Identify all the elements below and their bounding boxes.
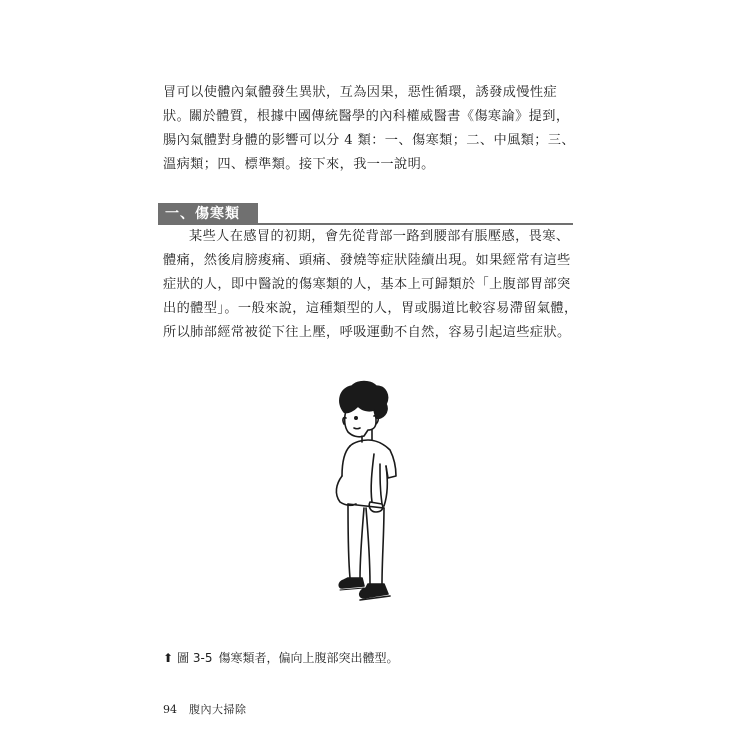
section-heading-label: 一、傷寒類 xyxy=(165,206,240,222)
caption-text: 傷寒類者，偏向上腹部突出體型。 xyxy=(218,651,399,665)
page-number: 94 xyxy=(163,703,177,716)
section-heading xyxy=(158,203,573,225)
caption-arrow-icon: ⬆ xyxy=(163,651,174,665)
page-footer xyxy=(163,703,247,717)
book-title: 腹內大掃除 xyxy=(189,703,247,716)
caption-figure-number: 圖 3-5 xyxy=(177,651,213,665)
figure-caption xyxy=(163,650,399,666)
intro-line: 冒可以使體內氣體發生異狀，互為因果，惡性循環，誘發成慢性症狀。 xyxy=(163,85,558,124)
paragraph-constitution: 關於體質，根據中國傳統醫學的內科權威醫書《傷寒論》提到，腸內氣體對身體的影響可以分 4 類：一、傷寒類；二、中風類；三、溫病類；四、標準類。接下來，我一一說明。 xyxy=(163,109,576,172)
standing-man-illustration xyxy=(318,380,428,620)
paragraph-cold-damage: 某些人在感冒的初期，會先從背部一路到腰部有脹壓感，畏寒、體痛，然後肩膀痠痛、頭痛、發燒等症狀陸續出現。如果經常有這些症狀的人，即中醫說的傷寒類的人，基本上可歸類於「上腹部胃部突出的體型」。一般來說，這種類型的人，胃或腸道比較容易滯留氣體，所以肺部經常被從下往上壓，呼吸運動不自然，容易引起這些症狀。 xyxy=(163,229,578,340)
